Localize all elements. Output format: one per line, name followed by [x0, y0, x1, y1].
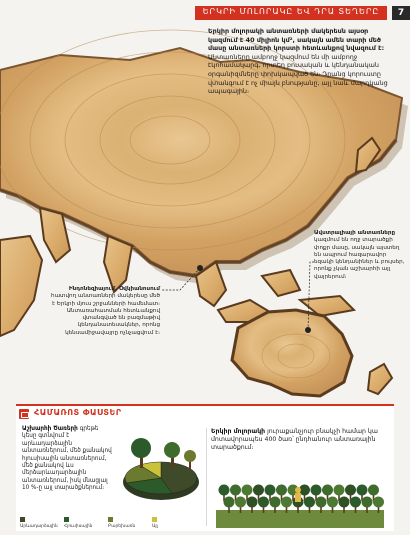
- tree-icon: [276, 485, 287, 496]
- callout-australia-title: Ավստրալիայի անտառները: [314, 230, 396, 236]
- fact-left-text: գրեթե կեսը գտնվում է արևադարձային անտառներում, մեծ քանակով հյուսիսային անտառներում, մեծ քանակով ևս մերձարևադարձային անտառներում, իսկ մնացյալ 10 %-ը այլ տարածքներում։: [22, 426, 112, 492]
- tree-icon: [235, 497, 246, 508]
- legend-item: [20, 517, 58, 529]
- facts-title: ՀԱՄԱՌՈՏ ՓԱՍՏԵՐ: [34, 408, 122, 417]
- callout-australia: [314, 230, 406, 281]
- fact-right-bold: Երկիր մոլորակի: [211, 428, 266, 435]
- forest-illustration: [216, 470, 384, 528]
- fact-tree-distribution: [22, 426, 114, 493]
- chapter-title: ԵՐԿՐԻ ՄՈԼՈՐԱԿԸ ԵՎ ԴՐԱ ՏԵՂԵՐԸ: [202, 7, 380, 16]
- intro-body: Անտառները ամբողջ կազմում են մի ամբողջ էկոհամակարգ, որտեղ բուսական և կենդանական օրգանիզմները փոխկապված են։ Դրանց կորուստը վտանգում է ոչ միայն բնությանը, այլ նաև մարդկանց ապագային։: [208, 52, 388, 96]
- callout-indonesia-text: հատվող անտառների մակերեսը մեծ է Երկրի մյուս շրջանների համեմատ։ Անտառահատման հետևանքով վտանգված են բազմաթիվ կենդանատեսակներ, որոնց կենսամիջավայրը ոչնչացվում է։: [51, 293, 160, 336]
- divider: [206, 428, 207, 526]
- tree-icon: [219, 485, 230, 496]
- callout-indonesia-title: Ինդոնեզիայում, Օվկիանոսում: [68, 286, 160, 292]
- tree-icon: [357, 485, 368, 496]
- tree-icon: [230, 485, 241, 496]
- tree-icon: [304, 497, 315, 508]
- fact-trees-per-person: [211, 428, 389, 452]
- intro-lead: Երկիր մոլորակի անտառների մակերեսն այսօր կազմում է 40 միլիոն կմ², սակայն ամեն տարի մեծ մասը անտառների կորստի հետևանքով նվազում է։: [208, 27, 385, 53]
- legend-item: [108, 517, 135, 529]
- person-icon: [295, 487, 301, 502]
- tree-icon: [258, 497, 269, 508]
- tree-icon: [253, 485, 264, 496]
- pie-slices: [125, 462, 197, 494]
- tree-icon: [327, 497, 338, 508]
- tree-icon: [224, 497, 235, 508]
- tree-icon: [247, 497, 258, 508]
- tree-icon: [373, 497, 384, 508]
- legend-swatch: [64, 517, 69, 522]
- fact-right-text: յուրաքանչյուր բնակչի համար կա մոտավորապես 400 ծառ՝ ընդհանուր անտառային տարածքում։: [211, 428, 378, 451]
- facts-header: [16, 408, 166, 421]
- intro-text: [208, 27, 400, 96]
- callout-australia-text: կազմում են ողջ տարածքի փոքր մասը, սակայն այստեղ են ապրում հազարավոր եզակի կենդանիներ և բույսեր, որոնք չկան աշխարհի այլ վայրերում։: [314, 237, 405, 280]
- tree-icon: [322, 485, 333, 496]
- quick-facts-panel: [16, 404, 394, 531]
- tree-icon: [316, 497, 327, 508]
- tree-icon: [362, 497, 373, 508]
- pie-legend: [20, 517, 200, 531]
- legend-item: [64, 517, 92, 529]
- facts-icon: [19, 409, 29, 419]
- forest-pie-illustration: [116, 424, 206, 514]
- callout-indonesia: [48, 286, 160, 337]
- tree-icon: [311, 485, 322, 496]
- tree-icon: [345, 485, 356, 496]
- tree-icon: [350, 497, 361, 508]
- legend-label: Բարեխառն: [108, 524, 136, 529]
- legend-swatch: [20, 517, 25, 522]
- fact-left-bold: Աշխարհի Ծառերի: [22, 426, 78, 432]
- legend-label: Հյուսիսային: [64, 524, 93, 529]
- tree-icon: [281, 497, 292, 508]
- legend-swatch: [108, 517, 113, 522]
- header-bar: [195, 6, 387, 20]
- tree-icon: [270, 497, 281, 508]
- legend-label: Այլ: [152, 524, 158, 529]
- legend-swatch: [152, 517, 157, 522]
- legend-item: [152, 517, 158, 529]
- tree-icon: [339, 497, 350, 508]
- tree-icon: [368, 485, 379, 496]
- tree-icon: [265, 485, 276, 496]
- tree-icon: [334, 485, 345, 496]
- australia-shape: [232, 310, 352, 396]
- tree-icon: [242, 485, 253, 496]
- page-number: 7: [392, 6, 410, 20]
- legend-label: Արևադարձային: [20, 524, 58, 529]
